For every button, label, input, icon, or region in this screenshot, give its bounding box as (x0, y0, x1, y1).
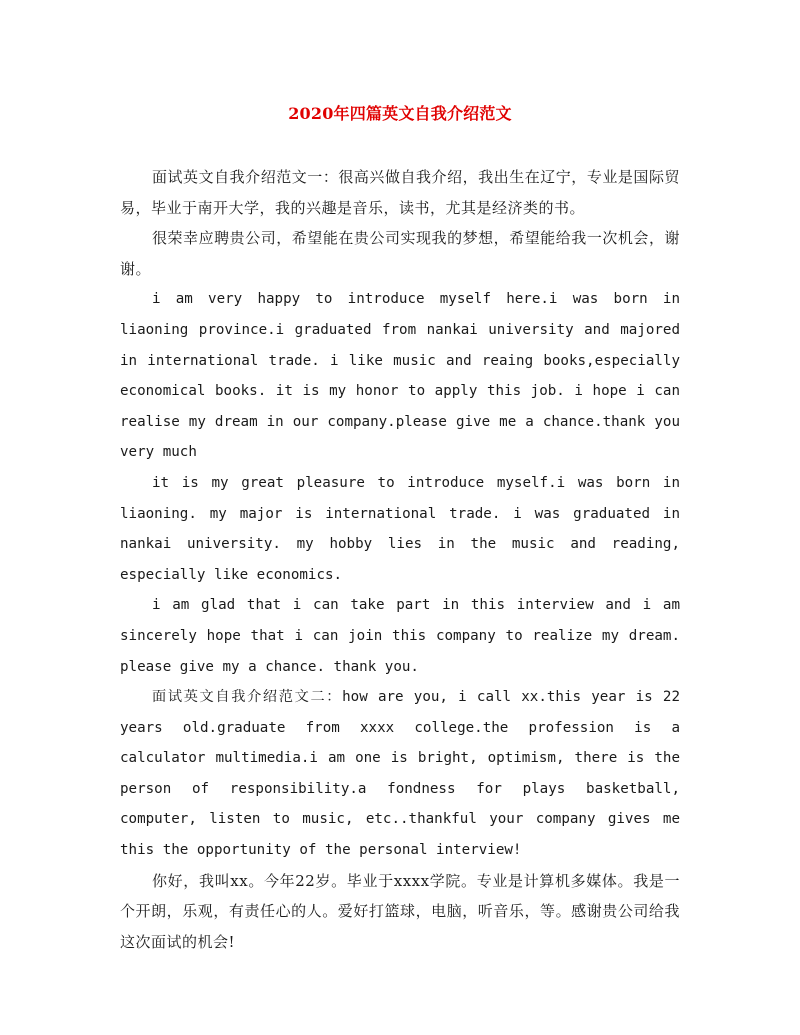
paragraph-6: 面试英文自我介绍范文二：how are you, i call xx.this year is 22 years old.graduate from xxxx college.the profession is a calculator multimedia.i am one is bright, optimism, there is the person of responsibility.a fondness for plays basketball, computer, listen to music, etc..thankful your company gives me this the opportunity of the personal interview! (120, 689, 680, 859)
paragraph-7: 你好，我叫xx。今年22岁。毕业于xxxx学院。专业是计算机多媒体。我是一个开朗，乐观，有责任心的人。爱好打篮球，电脑，听音乐，等。感谢贵公司给我这次面试的机会! (120, 871, 680, 951)
paragraph-5: i am glad that i can take part in this interview and i am sincerely hope that i can join this company to realize my dream. please give my a chance. thank you. (120, 597, 680, 675)
paragraph-1: 面试英文自我介绍范文一：很高兴做自我介绍，我出生在辽宁，专业是国际贸易，毕业于南开大学，我的兴趣是音乐，读书，尤其是经济类的书。 (120, 168, 680, 217)
paragraph-2: 很荣幸应聘贵公司，希望能在贵公司实现我的梦想，希望能给我一次机会，谢谢。 (120, 229, 680, 278)
paragraph-3: i am very happy to introduce myself here.i was born in liaoning province.i graduated from nankai university and majored in international trade. i like music and reaing books,especially economical books. it is my honor to apply this job. i hope i can realise my dream in our company.please give me a chance.thank you very much (120, 291, 680, 461)
document-title: 2020年四篇英文自我介绍范文 (288, 104, 512, 123)
paragraph-4: it is my great pleasure to introduce myself.i was born in liaoning. my major is international trade. i was graduated in nankai university. my hobby lies in the music and reading, especially like economics. (120, 474, 680, 583)
document-body (120, 162, 680, 957)
